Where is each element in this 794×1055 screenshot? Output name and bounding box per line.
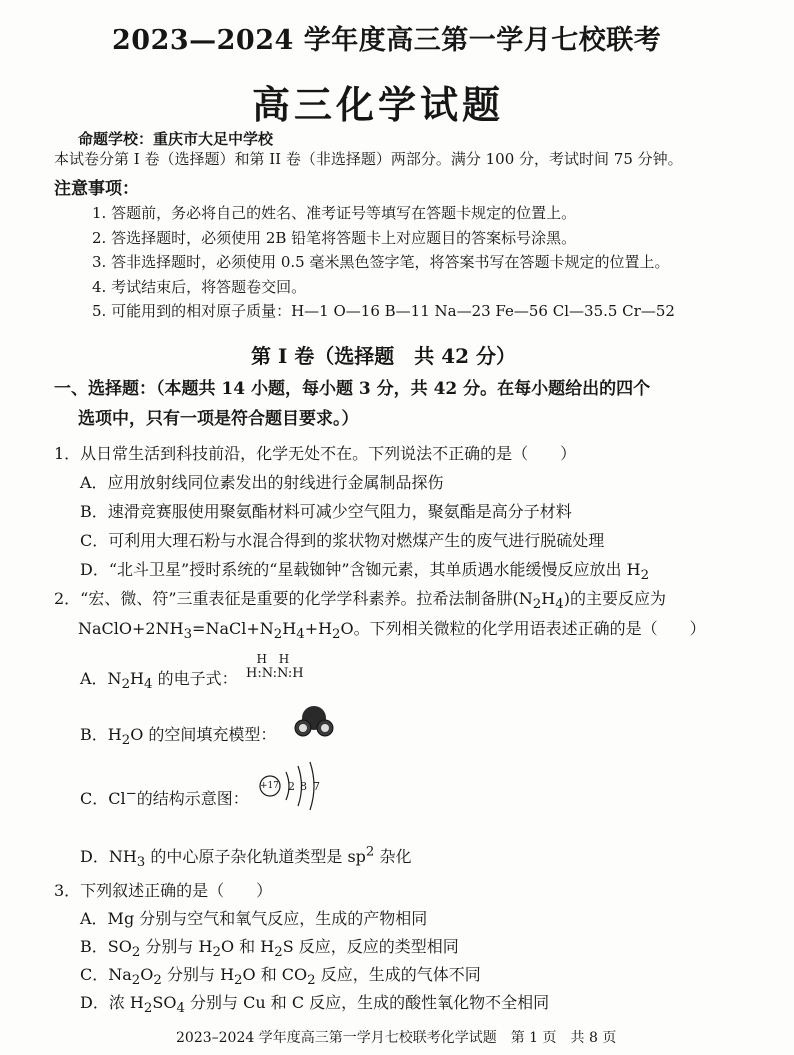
q2-equation: $NaClO+2NH_3=NaCl+N_2H_4+H_2O$。下列相关微粒的化学用语表述正确的是（ ） (78, 619, 706, 643)
q2-option-c: C．Cl−的结构示意图： (80, 786, 249, 808)
q1-option-a: A．应用放射线同位素发出的射线进行金属制品探伤 (80, 473, 444, 492)
q2-option-d: D．$NH_3$ 的中心原子杂化轨道类型是 $sp^2$ 杂化 (80, 844, 412, 871)
electron-formula: H H H:N:N:H (246, 652, 304, 681)
q3-option-b: B．$SO_2$ 分别与 $H_2O$ 和 $H_2S$ 反应，反应的类型相同 (80, 937, 459, 961)
notice-item: 4. 考试结束后，将答题卷交回。 (92, 278, 307, 296)
page-footer: 2023–2024 学年度高三第一学月七校联考化学试题 第 1 页 共 8 页 (176, 1030, 617, 1046)
notice-item: 2. 答选择题时，必须使用 2B 铅笔将答题卡上对应题目的答案标号涂黑。 (92, 229, 577, 247)
section-title: 第 I 卷（选择题 共 42 分） (251, 344, 517, 368)
q2-option-a: A．$N_2H_4$ 的电子式： (80, 669, 238, 693)
q1-option-c: C．可利用大理石粉与水混合得到的浆状物对燃煤产生的废气进行脱硫处理 (80, 531, 605, 550)
q1-stem: 1．从日常生活到科技前沿，化学无处不在。下列说法不正确的是（ ） (54, 444, 577, 463)
notice-item: 5. 可能用到的相对原子质量：H—1 O—16 B—11 Na—23 Fe—56 Cl—35.5 Cr—52 (92, 302, 675, 320)
notice-item: 1. 答题前，务必将自己的姓名、准考证号等填写在答题卡规定的位置上。 (92, 204, 577, 222)
q2-stem: 2．“宏、微、符”三重表征是重要的化学学科素养。拉希法制备肼$(N_2H_4)$的主要反应为 (54, 589, 666, 613)
nucleus-charge: +17 (260, 781, 279, 791)
q3-stem: 3．下列叙述正确的是（ ） (54, 881, 273, 900)
shell-count: 7 (313, 780, 320, 793)
notice-heading: 注意事项： (54, 179, 139, 199)
shell-count: 8 (300, 780, 307, 793)
shell-count: 2 (288, 780, 295, 793)
setter-school: 命题学校：重庆市大足中学校 (78, 130, 274, 148)
q3-option-d: D．浓 $H_2SO_4$ 分别与 Cu 和 C 反应，生成的酸性氧化物不全相同 (80, 993, 550, 1017)
q1-option-d: D．“北斗卫星”授时系统的“星载铷钟”含铷元素，其单质遇水能缓慢反应放出 $H_2$ (80, 560, 650, 584)
exam-title: 2023—2024 学年度高三第一学月七校联考 (112, 25, 662, 56)
q1-option-b: B．速滑竞赛服使用聚氨酯材料可减少空气阻力，聚氨酯是高分子材料 (80, 502, 572, 521)
subject-title: 高三化学试题 (252, 82, 505, 127)
notice-item: 3. 答非选择题时，必须使用 0.5 毫米黑色签字笔，将答案书写在答题卡规定的位置上。 (92, 253, 670, 271)
water-space-filling-model-icon (294, 704, 334, 740)
q2-option-b: B．$H_2O$ 的空间填充模型： (80, 725, 277, 749)
exam-intro: 本试卷分第 I 卷（选择题）和第 II 卷（非选择题）两部分。满分 100 分，考试时间 75 分钟。 (54, 150, 683, 168)
q3-option-a: A．Mg 分别与空气和氧气反应，生成的产物相同 (80, 909, 428, 928)
part-instruction: 一、选择题：（本题共 14 小题，每小题 3 分，共 42 分。在每小题给出的四个 (54, 379, 651, 399)
part-instruction: 选项中，只有一项是符合题目要求。） (78, 409, 359, 429)
q3-option-c: C．$Na_2O_2$ 分别与 $H_2O$ 和 $CO_2$ 反应，生成的气体不同 (80, 965, 481, 989)
